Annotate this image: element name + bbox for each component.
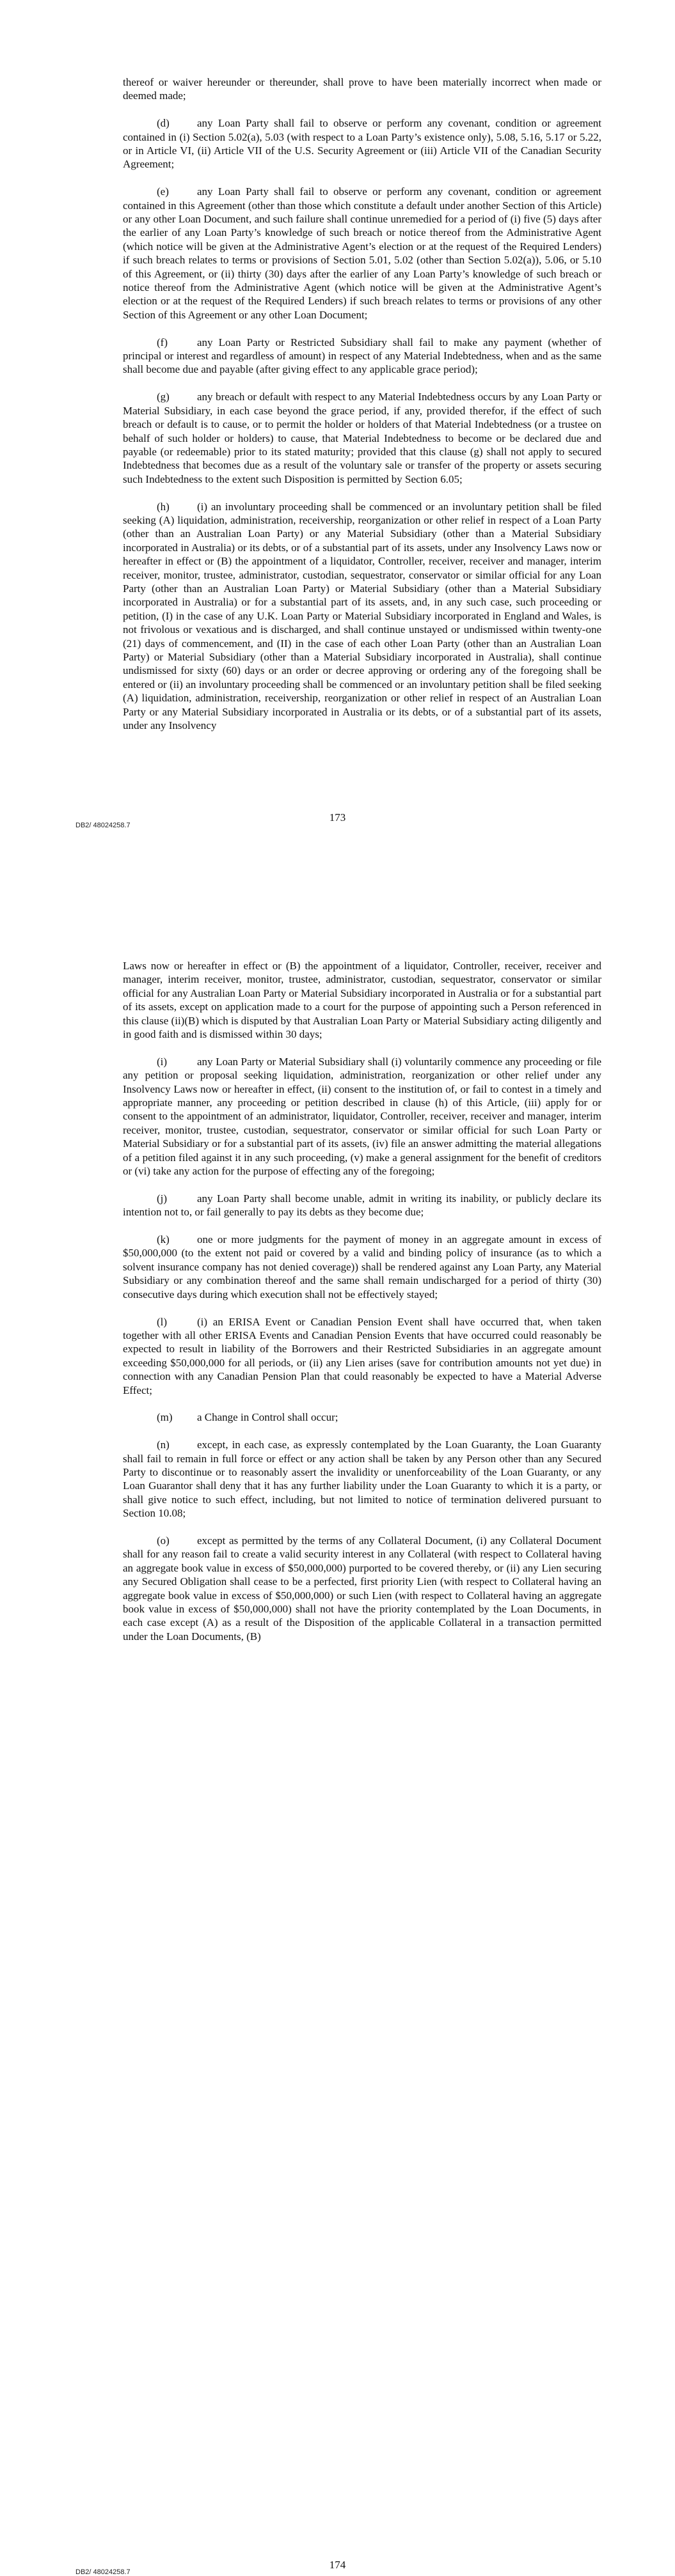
clause-label: (o) (157, 1534, 170, 1547)
page-174 (0, 873, 675, 2576)
paragraph-l: (l) (i) an ERISA Event or Canadian Pension Event shall have occurred that, when taken together with all other ERISA Events and Canadian Pension Events that have occurred could reasonably be expected to result in liability of the Borrowers and their Restricted Subsidiaries in an aggregate amount exceeding $50,000,000 for all periods, or (ii) any Lien arises (save for contribution amounts not yet due) in connection with any Canadian Pension Plan that could reasonably be expected to have a Material Adverse Effect; (123, 1315, 601, 1396)
paragraph-d: (d) any Loan Party shall fail to observe or perform any covenant, condition or agreement contained in (i) Section 5.02(a), 5.03 (with respect to a Loan Party’s existence only), 5.08, 5.16, 5.17 or 5.22, or in Article VI, (ii) Article VII of the U.S. Security Agreement or (iii) Article VII of the Canadian Security Agreement; (123, 117, 601, 171)
paragraph-n: (n) except, in each case, as expressly contemplated by the Loan Guaranty, the Loan Guaranty shall fail to remain in full force or effect or any action shall be taken by any Person other than any Secured Party to discontinue or to reasonably assert the invalidity or unenforceability of the Loan Guaranty, or any Loan Guarantor shall deny that it has any further liability under the Loan Guaranty to which it is a party, or shall give notice to such effect, including, but not limited to notice of termination delivered pursuant to Section 10.08; (123, 1439, 601, 1520)
clause-label: (e) (157, 185, 169, 198)
clause-label: (i) (157, 1055, 168, 1068)
paragraph-h: (h) (i) an involuntary proceeding shall be commenced or an involuntary petition shall be filed seeking (A) liquidation, administration, receivership, reorganization or other relief in respect of a Loan Party (other than an Australian Loan Party) or any Material Subsidiary (other than a Material Subsidiary incorporated in Australia) or its debts, or of a substantial part of its assets, under any Insolvency Laws now or hereafter in effect or (B) the appointment of a liquidator, Controller, receiver, receiver and manager, interim receiver, monitor, trustee, administrator, custodian, sequestrator, conservator or similar official for any Loan Party (other than an Australian Loan Party) or Material Subsidiary (other than a Material Subsidiary incorporated in Australia) or for a substantial part of its assets, and, in any such case, such proceeding or petition, (I) in the case of any U.K. Loan Party or Material Subsidiary incorporated in England and Wales, is not frivolous or vexatious and is discharged, and shall continue unstayed or undismissed within twenty-one (21) days of commencement, and (II) in the case of each other Loan Party (other than an Australian Loan Party) or Material Subsidiary (other than a Material Subsidiary incorporated in Australia), shall continue undismissed for sixty (60) days or an order or decree approving or ordering any of the foregoing shall be entered or (ii) an involuntary proceeding shall be commenced or an involuntary petition shall be filed seeking (A) liquidation, administration, receivership, reorganization or other relief in respect of an Australian Loan Party or any Material Subsidiary incorporated in Australia or its debts, or of a substantial part of its assets, under any Insolvency (123, 500, 601, 732)
paragraph-f: (f) any Loan Party or Restricted Subsidiary shall fail to make any payment (whether of principal or interest and regardless of amount) in respect of any Material Indebtedness, when and as the same shall become due and payable (after giving effect to any applicable grace period); (123, 336, 601, 376)
paragraph-e: (e) any Loan Party shall fail to observe or perform any covenant, condition or agreement contained in this Agreement (other than those which constitute a default under another Section of this Article) or any other Loan Document, and such failure shall continue unremedied for a period of (i) five (5) days after the earlier of any Loan Party’s knowledge of such breach or notice thereof from the Administrative Agent (which notice will be given at the Administrative Agent’s election or at the request of the Required Lenders) if such breach relates to terms or provisions of Section 5.01, 5.02 (other than Section 5.02(a)), 5.06, or 5.10 of this Agreement, or (ii) thirty (30) days after the earlier of any Loan Party’s knowledge of such breach or notice thereof from the Administrative Agent (which notice will be given at the Administrative Agent’s election or at the request of the Required Lenders) if such breach relates to terms or provisions of any other Section of this Agreement or any other Loan Document; (123, 185, 601, 321)
clause-label: (d) (157, 117, 170, 130)
paragraph-o: (o) except as permitted by the terms of any Collateral Document, (i) any Collateral Document shall for any reason fail to create a valid security interest in any Collateral (with respect to Collateral having an aggregate book value in excess of $50,000,000) purported to be covered thereby, or (ii) any Lien securing any Secured Obligation shall cease to be a perfected, first priority Lien (with respect to Collateral having an aggregate book value in excess of $50,000,000) or such Lien (with respect to Collateral having an aggregate book value in excess of $50,000,000) shall not have the priority contemplated by the Loan Documents, in each case except (A) as a result of the Disposition of the applicable Collateral in a transaction permitted under the Loan Documents, (B) (123, 1534, 601, 1643)
page-number: 174 (329, 2559, 346, 2571)
document-id: DB2/ 48024258.7 (75, 822, 131, 829)
paragraph-g: (g) any breach or default with respect to any Material Indebtedness occurs by any Loan Party or Material Subsidiary, in each case beyond the grace period, if any, provided therefor, if the effect of such breach or default is to cause, or to permit the holder or holders of that Material Indebtedness (or a trustee on behalf of such holder or holders) to cause, that Material Indebtedness to become or be declared due and payable (or redeemable) prior to its stated maturity; provided that this clause (g) shall not apply to secured Indebtedness that becomes due as a result of the voluntary sale or transfer of the property or assets securing such Indebtedness to the extent such Disposition is permitted by Section 6.05; (123, 391, 601, 485)
clause-label: (n) (157, 1439, 170, 1451)
clause-label: (f) (157, 336, 168, 348)
clause-label: (j) (157, 1192, 168, 1205)
document-id: DB2/ 48024258.7 (75, 2568, 131, 2576)
paragraph-k: (k) one or more judgments for the payment of money in an aggregate amount in excess of $50,000,000 (to the extent not paid or covered by a valid and binding policy of insurance (as to which a solvent insurance company has not denied coverage)) shall be rendered against any Loan Party, any Material Subsidiary or any combination thereof and the same shall remain undischarged for a period of thirty (30) consecutive days during which execution shall not be effectively stayed; (123, 1233, 601, 1300)
paragraph-continuation: Laws now or hereafter in effect or (B) the appointment of a liquidator, Controller, receiver, receiver and manager, interim receiver, monitor, trustee, administrator, custodian, sequestrator, conservator or similar official for any Australian Loan Party or Material Subsidiary incorporated in Australia or for a substantial part of its assets, except on application made to a court for the purpose of appointing such a Person referenced in this clause (ii)(B) which is disputed by that Australian Loan Party or Material Subsidiary acting diligently and in good faith and is dismissed within 30 days; (123, 960, 601, 1041)
paragraph-m: (m) a Change in Control shall occur; (157, 1411, 338, 1424)
paragraph-i: (i) any Loan Party or Material Subsidiary shall (i) voluntarily commence any proceeding or file any petition or proposal seeking liquidation, administration, reorganization or other relief under any Insolvency Laws now or hereafter in effect, (ii) consent to the institution of, or fail to contest in a timely and appropriate manner, any proceeding or petition described in clause (h) of this Article, (iii) apply for or consent to the appointment of an administrator, liquidator, Controller, receiver, receiver and manager, interim receiver, monitor, trustee, custodian, sequestrator, conservator or similar official for such Loan Party or Material Subsidiary or for a substantial part of its assets, (iv) file an answer admitting the material allegations of a petition filed against it in any such proceeding, (v) make a general assignment for the benefit of creditors or (vi) take any action for the purpose of effecting any of the foregoing; (123, 1055, 601, 1178)
page-body (123, 959, 601, 1657)
paragraph-j: (j) any Loan Party shall become unable, admit in writing its inability, or publicly declare its intention not to, or fail generally to pay its debts as they become due; (123, 1192, 601, 1219)
clause-label: (k) (157, 1233, 170, 1246)
page-body (123, 75, 601, 746)
page-number: 173 (329, 811, 346, 824)
clause-label: (m) (157, 1411, 173, 1424)
clause-label: (h) (157, 500, 170, 513)
clause-label: (g) (157, 391, 170, 403)
paragraph-continuation: thereof or waiver hereunder or thereunder, shall prove to have been materially incorrect when made or deemed made; (123, 76, 601, 102)
page-173 (0, 0, 675, 873)
clause-label: (l) (157, 1315, 168, 1328)
